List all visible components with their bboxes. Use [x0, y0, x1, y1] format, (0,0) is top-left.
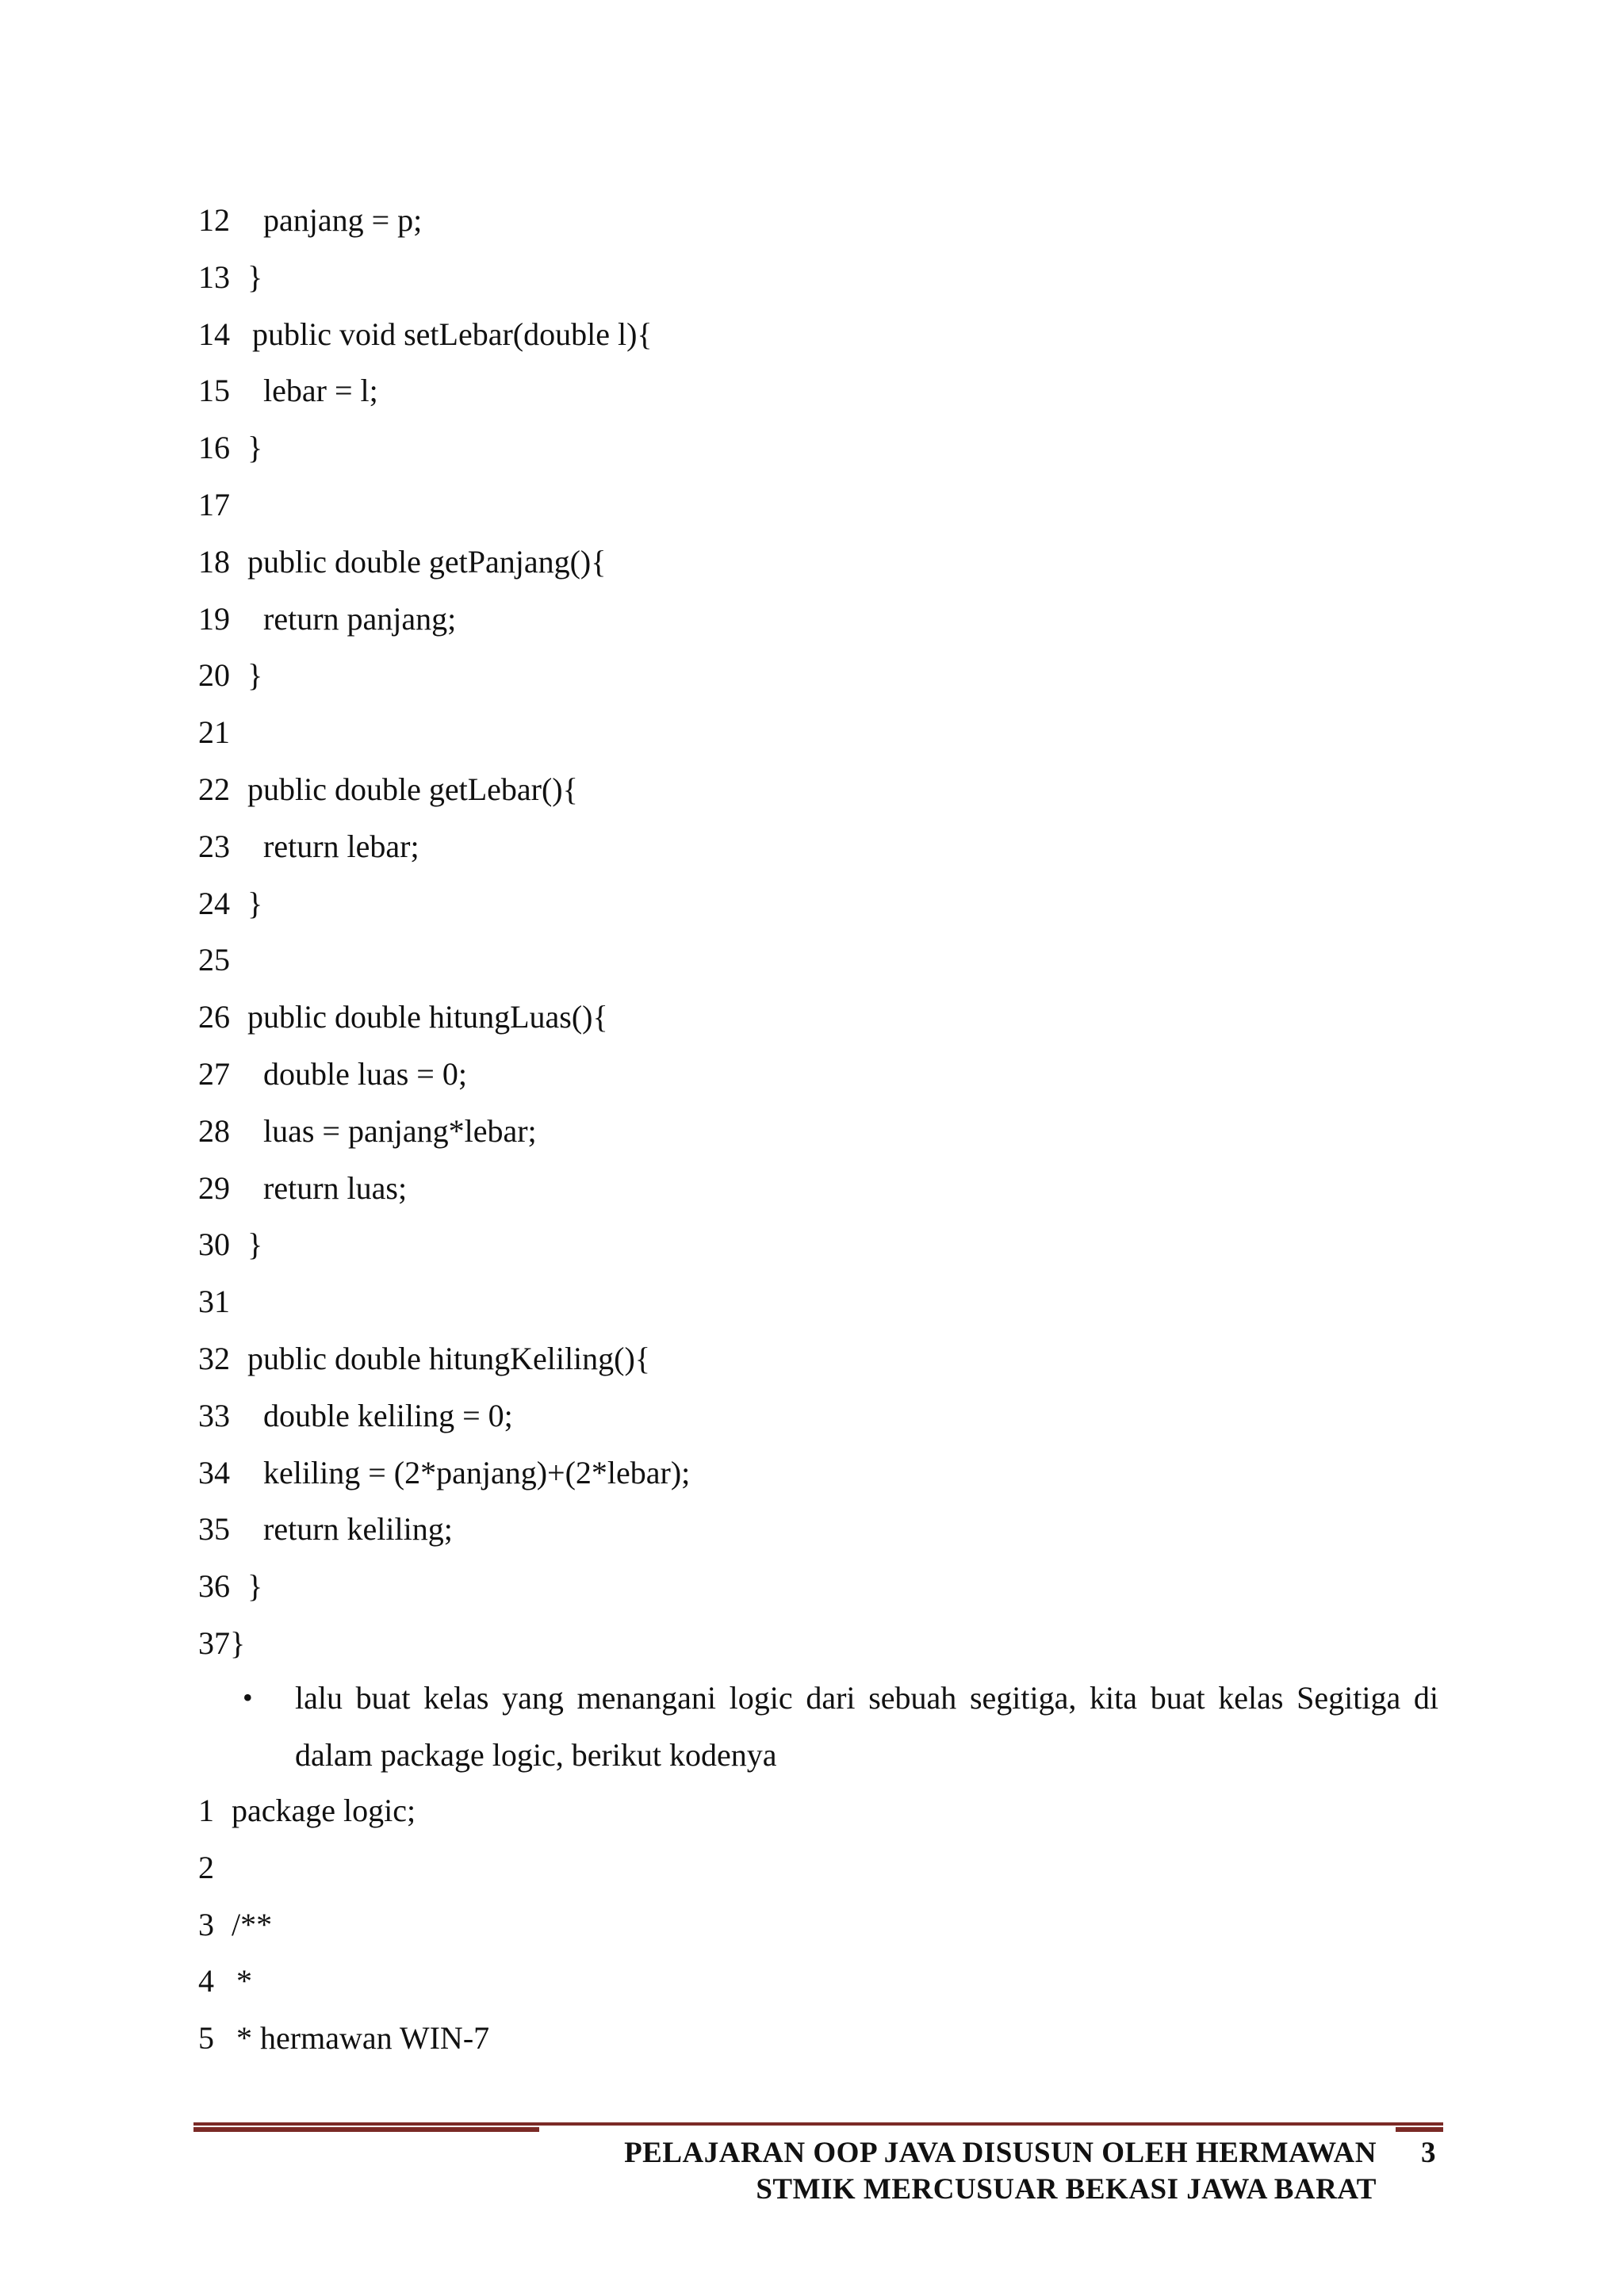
- code-text: }: [247, 885, 263, 921]
- code-line: [198, 1615, 245, 1672]
- code-line: [198, 192, 423, 249]
- code-line: [198, 1046, 467, 1103]
- code-line: [198, 1330, 651, 1387]
- code-line: [198, 932, 245, 989]
- page-number: 3: [1421, 2137, 1436, 2169]
- code-line: [198, 2010, 490, 2067]
- code-line: [198, 1782, 416, 1839]
- line-number: 18: [198, 543, 230, 580]
- code-line: [198, 476, 245, 534]
- code-text: }: [247, 1226, 263, 1263]
- code-text: package logic;: [232, 1793, 416, 1828]
- code-line: [198, 647, 263, 704]
- code-line: [198, 362, 378, 419]
- code-text: return luas;: [263, 1169, 408, 1206]
- line-number: 28: [198, 1112, 230, 1149]
- code-text: return lebar;: [263, 828, 419, 864]
- line-number: 2: [198, 1849, 214, 1885]
- line-number: 1: [198, 1793, 214, 1828]
- code-line: [198, 1387, 513, 1445]
- code-text: luas = panjang*lebar;: [263, 1112, 537, 1149]
- code-text: *: [236, 1963, 252, 1999]
- bullet-text: lalu buat kelas yang menangani logic dari sebuah segitiga, kita buat kelas Segitiga di dalam package logic, berikut kodenya: [295, 1680, 1438, 1773]
- code-line: [198, 761, 578, 818]
- footer-line-2: STMIK MERCUSUAR BEKASI JAWA BARAT: [756, 2173, 1377, 2206]
- line-number: 16: [198, 430, 230, 466]
- line-number: 15: [198, 373, 230, 409]
- line-number: 33: [198, 1397, 230, 1433]
- line-number: 12: [198, 202, 230, 238]
- code-text: }: [247, 657, 263, 694]
- code-line: [198, 1953, 252, 2010]
- line-number: 21: [198, 714, 230, 751]
- code-text: /**: [232, 1906, 273, 1942]
- footer-credit: [624, 2135, 1377, 2208]
- code-line: [198, 1445, 691, 1502]
- footer-line-1: PELAJARAN OOP JAVA DISUSUN OLEH HERMAWAN: [624, 2137, 1377, 2169]
- code-text: lebar = l;: [263, 373, 378, 409]
- line-number: 25: [198, 942, 230, 978]
- code-line: [198, 1501, 453, 1558]
- line-number: 4: [198, 1963, 214, 1999]
- code-text: return panjang;: [263, 600, 457, 637]
- line-number: 36: [198, 1568, 230, 1605]
- code-line: [198, 989, 608, 1046]
- line-number: 27: [198, 1055, 230, 1092]
- code-text: public double hitungLuas(){: [247, 999, 608, 1035]
- code-line: [198, 534, 607, 591]
- code-text: }: [247, 1568, 263, 1605]
- code-text: keliling = (2*panjang)+(2*lebar);: [263, 1454, 691, 1490]
- code-line: [198, 1896, 273, 1954]
- line-number: 34: [198, 1454, 230, 1490]
- code-text: double luas = 0;: [263, 1055, 467, 1092]
- line-number: 20: [198, 657, 230, 694]
- code-line: [198, 1558, 263, 1615]
- line-number: 29: [198, 1169, 230, 1206]
- code-listing-segitiga: [198, 1782, 490, 2067]
- line-number: 3: [198, 1906, 214, 1942]
- line-number: 32: [198, 1340, 230, 1376]
- line-number: 17: [198, 486, 230, 522]
- code-line: [198, 875, 263, 932]
- bullet-icon: •: [243, 1682, 253, 1713]
- code-text: double keliling = 0;: [263, 1397, 513, 1433]
- line-number: 35: [198, 1511, 230, 1548]
- line-number: 24: [198, 885, 230, 921]
- line-number: 19: [198, 600, 230, 637]
- line-number: 13: [198, 258, 230, 295]
- code-line: [198, 704, 245, 761]
- line-number: 30: [198, 1226, 230, 1263]
- code-text: panjang = p;: [263, 202, 423, 238]
- line-number: 5: [198, 2020, 214, 2057]
- code-line: [198, 1103, 537, 1160]
- line-number: 31: [198, 1284, 230, 1320]
- code-line: [198, 1839, 214, 1896]
- code-text: public double hitungKeliling(){: [247, 1340, 651, 1376]
- code-text: public double getPanjang(){: [247, 543, 607, 580]
- code-line: [198, 419, 263, 476]
- code-text: return keliling;: [263, 1511, 453, 1548]
- line-number: 22: [198, 771, 230, 807]
- code-line: [198, 1216, 263, 1273]
- code-text: public void setLebar(double l){: [252, 316, 653, 352]
- code-line: [198, 249, 263, 306]
- code-line: [198, 306, 653, 363]
- code-line: [198, 818, 419, 875]
- code-text: public double getLebar(){: [247, 771, 578, 807]
- line-number: 37}: [198, 1624, 246, 1661]
- code-text: }: [247, 430, 263, 466]
- code-text: * hermawan WIN-7: [236, 2020, 490, 2057]
- line-number: 23: [198, 828, 230, 864]
- code-line: [198, 591, 457, 648]
- line-number: 14: [198, 316, 230, 352]
- code-line: [198, 1273, 245, 1330]
- line-number: 26: [198, 999, 230, 1035]
- code-text: }: [247, 258, 263, 295]
- code-line: [198, 1160, 408, 1217]
- code-listing-rectangle: [198, 192, 691, 1672]
- footer-divider: [193, 2122, 1443, 2133]
